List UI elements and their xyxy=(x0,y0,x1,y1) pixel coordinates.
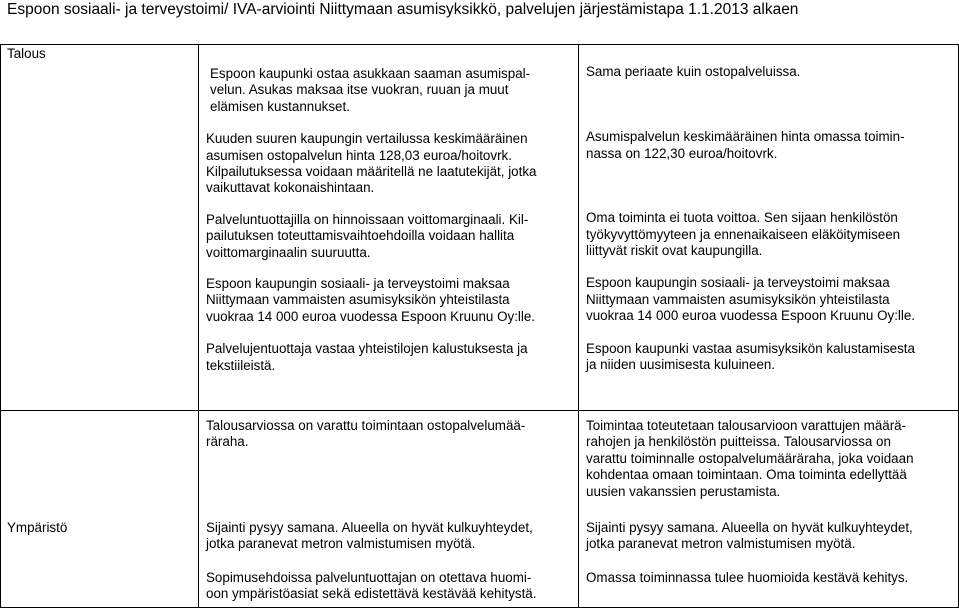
ymparisto-outsourced-cell xyxy=(206,520,576,603)
ymparisto-left-para-1: Sijainti pysyy samana. Alueella on hyvät kulkuyhteydet, jotka paranevat metron valmistumisen myötä. xyxy=(206,520,533,552)
ymparisto-right-para-1: Sijainti pysyy samana. Alueella on hyvät kulkuyhteydet, jotka paranevat metron valmistumisen myötä. xyxy=(586,520,913,552)
talous-right-para-1: Sama periaate kuin ostopalveluissa. xyxy=(586,64,801,79)
budget-outsourced-cell xyxy=(206,418,576,451)
page-title: Espoon sosiaali- ja terveystoimi/ IVA-arviointi Niittymaan asumisyksikkö, palvelujen järjestämistapa 1.1.2013 alkaen xyxy=(7,1,799,18)
talous-own-cell xyxy=(586,64,956,373)
talous-left-para-3: Palveluntuottajilla on hinnoissaan voittomarginaali. Kil- pailutuksen toteuttamisvaihtoehdoilla voidaan hallita voittomarginaalin suuruutta. xyxy=(206,211,529,260)
budget-own-cell xyxy=(586,418,956,500)
talous-right-para-5: Espoon kaupunki vastaa asumisyksikön kalustamisesta ja niiden uusimisesta kuluineen. xyxy=(586,340,915,373)
talous-outsourced-cell xyxy=(206,66,576,374)
talous-left-para-2: Kuuden suuren kaupungin vertailussa keskimääräinen asumisen ostopalvelun hinta 128,03 euroa/hoitovrk. Kilpailutuksessa voidaan määritellä ne laatutekijät, jotka vaikuttavat kokonaishintaan. xyxy=(206,131,537,196)
row-label-ymparisto: Ympäristö xyxy=(7,520,68,535)
talous-right-para-2: Asumispalvelun keskimääräinen hinta omassa toimin- nassa on 122,30 euroa/hoitovrk. xyxy=(586,129,905,161)
talous-left-para-1: Espoon kaupunki ostaa asukkaan saaman asumispal- velun. Asukas maksaa itse vuokran, ruuan ja muut elämisen kustannukset. xyxy=(210,66,531,114)
ymparisto-own-cell xyxy=(586,520,956,586)
ymparisto-right-para-2: Omassa toiminnassa tulee huomioida kestävä kehitys. xyxy=(586,569,909,585)
ymparisto-left-para-2: Sopimusehdoissa palveluntuottajan on otettava huomi- oon ympäristöasiat sekä edistettävä kestävää kehitystä. xyxy=(206,569,537,602)
table-border-left xyxy=(0,44,1,608)
budget-right-para: Toimintaa toteutetaan talousarvioon varattujen määrä- rahojen ja henkilöstön puitteissa. Talousarviossa on varattu toiminnalle ostopalvelumääräraha, joka voidaan kohdentaa omaan toimintaan. Oma toiminta edellyttää uusien vakanssien perustamista. xyxy=(586,418,914,499)
talous-right-para-3: Oma toiminta ei tuota voittoa. Sen sijaan henkilöstön työkyvyttömyyteen ja ennenaikaiseen eläköitymiseen liittyvät riskit ovat kaupungilla. xyxy=(586,210,901,259)
col-divider-1 xyxy=(198,44,199,608)
talous-left-para-5: Palvelujentuottaja vastaa yhteistilojen kalustuksesta ja tekstiileistä. xyxy=(206,341,528,373)
talous-left-para-4: Espoon kaupungin sosiaali- ja terveystoimi maksaa Niittymaan vammaisten asumisyksikön yhteistilasta vuokraa 14 000 euroa vuodessa Espoon Kruunu Oy:lle. xyxy=(206,276,536,324)
talous-right-para-4: Espoon kaupungin sosiaali- ja terveystoimi maksaa Niittymaan vammaisten asumisyksikön yhteistilasta vuokraa 14 000 euroa vuodessa Espoon Kruunu Oy:lle. xyxy=(586,275,916,324)
row-divider-talous xyxy=(0,410,959,411)
table-border-top xyxy=(0,44,959,45)
row-label-talous: Talous xyxy=(7,46,46,61)
budget-left-para: Talousarviossa on varattu toimintaan ostopalvelumää- räraha. xyxy=(206,418,526,450)
col-divider-2 xyxy=(578,44,579,608)
